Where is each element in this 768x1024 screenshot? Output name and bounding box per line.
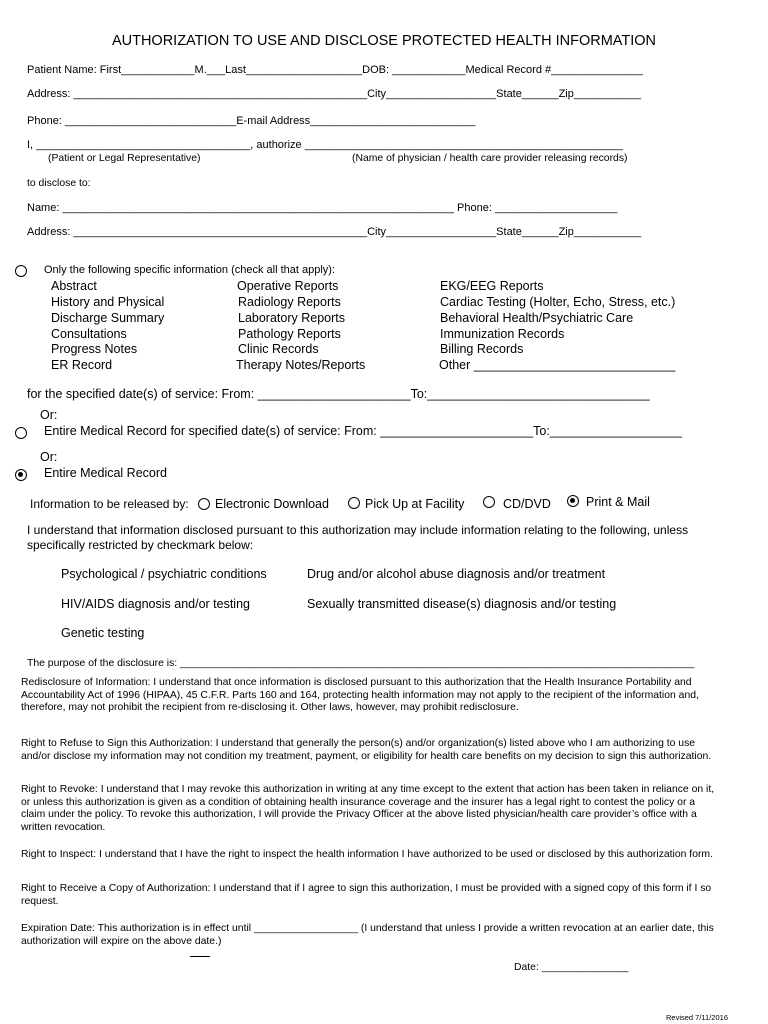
inspect-title: Right to Inspect: xyxy=(21,849,97,860)
to-disclose-label: to disclose to: xyxy=(27,178,91,189)
expiration-paragraph xyxy=(21,923,721,948)
understand-text-2: specifically restricted by checkmark below: xyxy=(27,538,254,552)
recipient-address-line[interactable]: Address: ________________________________________________City__________________State______Zip___________ xyxy=(27,226,642,238)
purpose-line[interactable] xyxy=(27,658,694,669)
expiration-title: Expiration Date: xyxy=(21,923,95,934)
specific-info-radio[interactable] xyxy=(15,265,27,277)
phone-email-line[interactable]: Phone: ____________________________E-mail Address___________________________ xyxy=(27,115,476,127)
electronic-download-label: Electronic Download xyxy=(215,497,329,511)
expiration-text: This authorization is in effect until __________________ (I understand that unless I provide a written revocation at an earlier date, this authorization will expire on the above date.) xyxy=(21,923,714,947)
info-clinic-records[interactable]: Clinic Records xyxy=(238,342,319,356)
print-mail-radio[interactable] xyxy=(567,495,579,507)
entire-record-dates-radio[interactable] xyxy=(15,427,27,439)
redisclosure-title: Redisclosure of Information: xyxy=(21,677,151,688)
info-consultations[interactable]: Consultations xyxy=(51,327,127,341)
info-therapy-notes[interactable]: Therapy Notes/Reports xyxy=(236,358,366,372)
restrict-psychological[interactable]: Psychological / psychiatric conditions xyxy=(61,567,267,581)
purpose-blank[interactable]: : _________________________________________________________________________________________ xyxy=(174,658,695,669)
specific-info-label: Only the following specific information (check all that apply): xyxy=(44,264,336,276)
date-label: Date: xyxy=(514,962,539,973)
date-blank[interactable]: _______________ xyxy=(538,962,629,973)
info-history-physical[interactable]: History and Physical xyxy=(51,295,165,309)
date-line[interactable] xyxy=(514,962,628,973)
patient-rep-label: (Patient or Legal Representative) xyxy=(48,153,201,164)
understand-unless: unless xyxy=(653,523,689,537)
refuse-text: I understand that generally the person(s) and/or organization(s) listed above who I am authorizing to use and/or disclose my information may not condition my treatment, payment, or eligibility for health care benefits on my decision to sign this authorization. xyxy=(21,738,712,762)
info-abstract[interactable]: Abstract xyxy=(51,279,97,293)
patient-name-line[interactable]: Patient Name: First____________M.___Last___________________DOB: ____________Medical Record #_______________ xyxy=(27,64,643,76)
form-title: AUTHORIZATION TO USE AND DISCLOSE PROTECTED HEALTH INFORMATION xyxy=(111,33,657,49)
info-discharge-summary[interactable]: Discharge Summary xyxy=(51,311,165,325)
recipient-name-line[interactable]: Name: ________________________________________________________________ Phone: ____________________ xyxy=(27,202,618,214)
inspect-paragraph xyxy=(21,849,721,862)
info-er-record[interactable]: ER Record xyxy=(51,358,113,372)
cd-dvd-radio[interactable] xyxy=(483,496,495,508)
info-radiology-reports[interactable]: Radiology Reports xyxy=(238,295,341,309)
purpose-label: The purpose of the disclosure is xyxy=(27,658,175,669)
understand-text xyxy=(27,523,688,537)
info-operative-reports[interactable]: Operative Reports xyxy=(237,279,339,293)
redisclosure-paragraph xyxy=(21,677,721,715)
restrict-drug-alcohol[interactable]: Drug and/or alcohol abuse diagnosis and/or treatment xyxy=(307,567,606,581)
refuse-paragraph xyxy=(21,738,721,763)
revoke-paragraph xyxy=(21,784,721,834)
inspect-text: I understand that I have the right to inspect the health information I have authorized to be used or disclosed by this authorization form. xyxy=(96,849,713,860)
cd-dvd-label: CD/DVD xyxy=(503,497,551,511)
info-cardiac-testing[interactable]: Cardiac Testing (Holter, Echo, Stress, etc.) xyxy=(440,295,676,309)
info-ekg-eeg[interactable]: EKG/EEG Reports xyxy=(440,279,544,293)
info-laboratory-reports[interactable]: Laboratory Reports xyxy=(238,311,346,325)
pick-up-label: Pick Up at Facility xyxy=(365,497,465,511)
info-behavioral-health[interactable]: Behavioral Health/Psychiatric Care xyxy=(440,311,634,325)
understand-text-main: I understand that information disclosed pursuant to this authorization may include information relating to the following, xyxy=(27,523,651,537)
authorize-line[interactable]: I, ___________________________________, authorize ____________________________________________________ xyxy=(27,139,623,151)
refuse-title: Right to Refuse to Sign this Authorization: xyxy=(21,738,213,749)
restrict-std[interactable]: Sexually transmitted disease(s) diagnosis and/or testing xyxy=(307,597,617,611)
entire-record-radio[interactable] xyxy=(15,469,27,481)
info-pathology-reports[interactable]: Pathology Reports xyxy=(238,327,341,341)
entire-record-dates-line[interactable]: Entire Medical Record for specified date(s) of service: From: ______________________To:___________________ xyxy=(44,424,682,438)
redisclosure-text: I understand that once information is disclosed pursuant to this authorization that the Health Insurance Portability and Accountability Act of 1996 (HIPAA), 45 C.F.R. Parts 160 and 164, protecting health information may not apply to the recipient of the information and, therefore, may not prohibit the recipient from re-disclosing it. Other laws, however, may prohibit redisclosure. xyxy=(21,677,699,714)
revoke-title: Right to Revoke: xyxy=(21,784,98,795)
dates-of-service-line[interactable]: for the specified date(s) of service: From: ______________________To:________________________________ xyxy=(27,387,650,401)
or-label-2: Or: xyxy=(40,450,58,464)
info-other-line[interactable]: Other _____________________________ xyxy=(439,358,676,372)
pick-up-radio[interactable] xyxy=(348,497,360,509)
restrict-hiv-aids[interactable]: HIV/AIDS diagnosis and/or testing xyxy=(61,597,250,611)
entire-record-label: Entire Medical Record xyxy=(44,466,167,480)
signature-line[interactable] xyxy=(190,956,210,957)
or-label-1: Or: xyxy=(40,408,58,422)
restrict-genetic[interactable]: Genetic testing xyxy=(61,626,145,640)
print-mail-label: Print & Mail xyxy=(586,495,650,509)
info-immunization-records[interactable]: Immunization Records xyxy=(440,327,565,341)
copy-paragraph xyxy=(21,883,721,908)
provider-label: (Name of physician / health care provider releasing records) xyxy=(352,153,628,164)
release-method-label: Information to be released by: xyxy=(30,497,189,511)
info-billing-records[interactable]: Billing Records xyxy=(440,342,524,356)
address-line[interactable]: Address: ________________________________________________City__________________State______Zip___________ xyxy=(27,88,642,100)
copy-text: I understand that if I agree to sign this authorization, I must be provided with a signed copy of this form if I so request. xyxy=(21,883,712,907)
info-progress-notes[interactable]: Progress Notes xyxy=(51,342,138,356)
electronic-download-radio[interactable] xyxy=(198,498,210,510)
revised-date: Revised 7/11/2016 xyxy=(666,1013,728,1022)
copy-title: Right to Receive a Copy of Authorization: xyxy=(21,883,211,894)
revoke-text: I understand that I may revoke this authorization in writing at any time except to the extent that action has been taken in reliance on it, or unless this authorization is given as a condition of obtaining health insurance coverage and the insurer has a legal right to contest the policy or a claim under the policy. To revoke this authorization, I will provide the Privacy Officer at the above listed physician/health care provider’s office with a written revocation. xyxy=(21,784,715,833)
